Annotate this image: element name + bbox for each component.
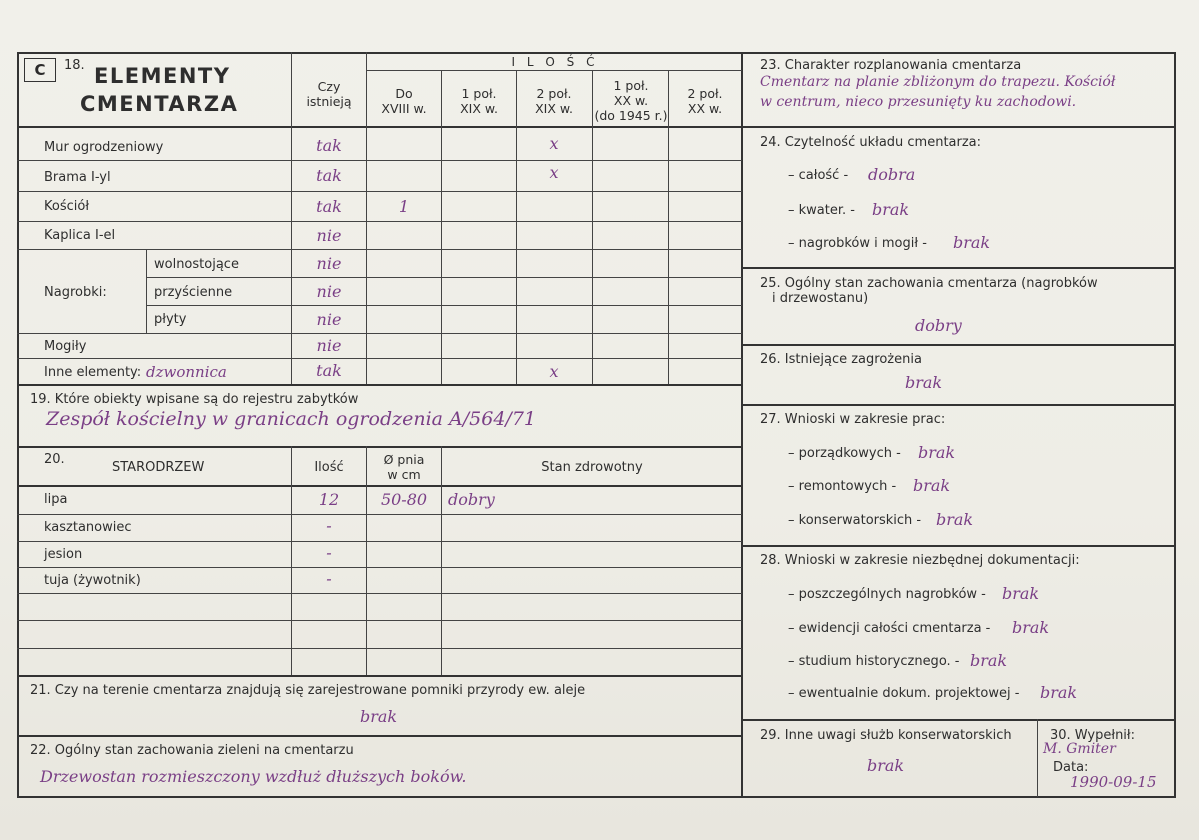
exists-value: tak bbox=[316, 197, 342, 216]
exists-value: tak bbox=[316, 361, 342, 380]
s27-item-value: brak bbox=[913, 476, 951, 495]
s21-label: 21. Czy na terenie cmentarza znajdują się zarejestrowane pomniki przyrody ew. aleje bbox=[30, 683, 586, 698]
col-czy-1: Czy bbox=[317, 79, 341, 94]
s20-row-line bbox=[17, 514, 742, 515]
exists-value: tak bbox=[316, 136, 342, 155]
s25-bottom bbox=[741, 344, 1175, 346]
frame-left bbox=[17, 52, 19, 798]
r-line bbox=[17, 333, 742, 334]
r-line bbox=[146, 305, 742, 306]
s25-label-1: 25. Ogólny stan zachowania cmentarza (nagrobków bbox=[760, 276, 1098, 291]
s28-item-value: brak bbox=[1002, 584, 1040, 603]
s28-item-label: – ewentualnie dokum. projektowej - bbox=[788, 686, 1020, 701]
s27-item-label: – porządkowych - bbox=[788, 446, 901, 461]
s22-value: Drzewostan rozmieszczony wzdłuż dłuższych boków. bbox=[40, 767, 467, 786]
period-2a: 1 poł. bbox=[461, 86, 497, 101]
s30-date: 1990-09-15 bbox=[1070, 773, 1157, 791]
row-label: Kościół bbox=[44, 199, 90, 214]
s26-bottom bbox=[741, 404, 1175, 406]
period-5b: XX w. bbox=[687, 101, 723, 116]
s20-col-pien-1: Ø pnia bbox=[383, 452, 425, 467]
tree-qty: 12 bbox=[318, 490, 340, 509]
s25-value: dobry bbox=[915, 316, 962, 335]
period-2b: XIX w. bbox=[460, 101, 498, 116]
s20-number: 20. bbox=[44, 452, 65, 467]
period-5a: 2 poł. bbox=[687, 86, 723, 101]
r-line bbox=[17, 249, 742, 250]
s26-value: brak bbox=[905, 373, 943, 392]
r-line bbox=[17, 221, 742, 222]
s20-col-ilosc: Ilość bbox=[314, 460, 344, 475]
qty-xix-2: x bbox=[549, 362, 559, 381]
s24-item-label: – całość - bbox=[788, 168, 849, 183]
s28-item-label: – poszczególnych nagrobków - bbox=[788, 587, 986, 602]
qty-xix-2: x bbox=[549, 134, 559, 153]
r-line bbox=[17, 191, 742, 192]
s18-v6 bbox=[668, 70, 669, 384]
s20-row-line bbox=[17, 567, 742, 568]
s29-s30-divider bbox=[1037, 719, 1038, 797]
s23-label: 23. Charakter rozplanowania cmentarza bbox=[760, 58, 1022, 73]
frame-bottom bbox=[17, 796, 1175, 798]
s28-bottom bbox=[741, 719, 1175, 721]
s24-item-label: – nagrobków i mogił - bbox=[788, 236, 927, 251]
tree-name: jesion bbox=[44, 547, 83, 562]
s20-row-line bbox=[17, 648, 742, 649]
title-line1: ELEMENTY bbox=[94, 64, 231, 88]
tree-qty: - bbox=[326, 569, 332, 588]
inne-value: dzwonnica bbox=[146, 363, 227, 381]
s28-label: 28. Wnioski w zakresie niezbędnej dokumentacji: bbox=[760, 553, 1080, 568]
tree-name: kasztanowiec bbox=[44, 520, 132, 535]
tree-diam: 50-80 bbox=[380, 490, 428, 509]
exists-value: tak bbox=[316, 166, 342, 185]
s27-bottom bbox=[741, 545, 1175, 547]
nagrobki-divider bbox=[146, 249, 147, 333]
s18-header-bottom bbox=[17, 126, 742, 128]
r-line bbox=[17, 160, 742, 161]
s23-value-2: w centrum, nieco przesunięty ku zachodowi. bbox=[760, 94, 1077, 110]
row-label: Mogiły bbox=[44, 339, 87, 354]
s24-item-value: brak bbox=[872, 200, 910, 219]
s21-bottom bbox=[17, 735, 742, 737]
exists-value: nie bbox=[316, 282, 342, 301]
row-label: przyścienne bbox=[154, 285, 233, 300]
ilosc-underline bbox=[366, 70, 742, 71]
r-line bbox=[146, 277, 742, 278]
s24-item-label: – kwater. - bbox=[788, 203, 855, 218]
row-label: Mur ogrodzeniowy bbox=[44, 140, 164, 155]
nagrobki-label: Nagrobki: bbox=[44, 285, 107, 300]
s20-row-line bbox=[17, 593, 742, 594]
s18-bottom bbox=[17, 384, 742, 386]
tree-name: lipa bbox=[44, 492, 68, 507]
s20-bottom bbox=[17, 675, 742, 677]
s22-label: 22. Ogólny stan zachowania zieleni na cmentarzu bbox=[30, 743, 354, 758]
s20-v2 bbox=[366, 446, 367, 675]
s30-label: 30. Wypełnił: bbox=[1050, 728, 1135, 743]
s20-v3 bbox=[441, 446, 442, 675]
row-label: Inne elementy: bbox=[44, 365, 142, 380]
period-4b: XX w. bbox=[613, 93, 649, 108]
s27-item-value: brak bbox=[936, 510, 974, 529]
s20-col-pien-2: w cm bbox=[387, 467, 421, 482]
s24-item-value: dobra bbox=[868, 165, 916, 184]
s27-label: 27. Wnioski w zakresie prac: bbox=[760, 412, 946, 427]
qty-xix-2: x bbox=[549, 163, 559, 182]
s30-date-label: Data: bbox=[1053, 760, 1089, 775]
exists-value: nie bbox=[316, 254, 342, 273]
column-divider bbox=[741, 52, 743, 798]
s19-value: Zespół kościelny w granicach ogrodzenia A/564/71 bbox=[46, 408, 537, 430]
s24-label: 24. Czytelność układu cmentarza: bbox=[760, 135, 982, 150]
s18-v2 bbox=[366, 52, 367, 384]
tree-qty: - bbox=[326, 516, 332, 535]
tree-state: dobry bbox=[448, 490, 495, 509]
s28-item-label: – studium historycznego. - bbox=[788, 654, 960, 669]
section-number: 18. bbox=[64, 58, 85, 73]
s27-item-label: – remontowych - bbox=[788, 479, 897, 494]
s23-value-1: Cmentarz na planie zbliżonym do trapezu. Kościół bbox=[760, 74, 1116, 90]
s28-item-value: brak bbox=[1012, 618, 1050, 637]
tree-name: tuja (żywotnik) bbox=[44, 573, 141, 588]
s20-title: STARODRZEW bbox=[112, 460, 205, 475]
period-4c: (do 1945 r.) bbox=[594, 108, 668, 123]
s29-value: brak bbox=[867, 756, 905, 775]
s27-item-value: brak bbox=[918, 443, 956, 462]
s18-v1 bbox=[291, 52, 292, 384]
s20-row-line bbox=[17, 541, 742, 542]
period-1a: Do bbox=[395, 86, 413, 101]
s30-author: M. Gmiter bbox=[1043, 741, 1116, 757]
period-3b: XIX w. bbox=[535, 101, 573, 116]
row-label: wolnostojące bbox=[154, 257, 239, 272]
s21-value: brak bbox=[360, 707, 398, 726]
s19-bottom bbox=[17, 446, 742, 448]
title-line2: CMENTARZA bbox=[80, 92, 239, 116]
period-3a: 2 poł. bbox=[536, 86, 572, 101]
row-label: Kaplica I-el bbox=[44, 228, 116, 243]
s28-item-value: brak bbox=[1040, 683, 1078, 702]
exists-value: nie bbox=[316, 310, 342, 329]
s28-item-label: – ewidencji całości cmentarza - bbox=[788, 621, 991, 636]
r-line bbox=[17, 358, 742, 359]
s23-bottom bbox=[741, 126, 1175, 128]
s29-label: 29. Inne uwagi służb konserwatorskich bbox=[760, 728, 1012, 743]
period-1b: XVIII w. bbox=[381, 101, 427, 116]
period-4a: 1 poł. bbox=[613, 78, 649, 93]
s24-bottom bbox=[741, 267, 1175, 269]
s18-v3 bbox=[441, 70, 442, 384]
col-ilosc: I L O Ś Ć bbox=[511, 55, 599, 69]
s18-v4 bbox=[516, 70, 517, 384]
exists-value: nie bbox=[316, 226, 342, 245]
frame-top bbox=[17, 52, 1175, 54]
qty-do-xviii: 1 bbox=[398, 197, 410, 216]
tree-qty: - bbox=[326, 543, 332, 562]
s18-v5 bbox=[592, 70, 593, 384]
s19-label: 19. Które obiekty wpisane są do rejestru zabytków bbox=[30, 392, 359, 407]
row-label: płyty bbox=[154, 312, 187, 327]
s20-row-line bbox=[17, 620, 742, 621]
row-label: Brama I-yl bbox=[44, 170, 111, 185]
s25-label-2: i drzewostanu) bbox=[772, 291, 869, 306]
exists-value: nie bbox=[316, 336, 342, 355]
s28-item-value: brak bbox=[970, 651, 1008, 670]
s24-item-value: brak bbox=[953, 233, 991, 252]
s20-col-stan: Stan zdrowotny bbox=[541, 460, 643, 475]
col-czy-2: istnieją bbox=[306, 94, 352, 109]
frame-right bbox=[1174, 52, 1176, 798]
section-letter: C bbox=[24, 58, 56, 82]
s26-label: 26. Istniejące zagrożenia bbox=[760, 352, 922, 367]
s20-header-bottom bbox=[17, 485, 742, 487]
s27-item-label: – konserwatorskich - bbox=[788, 513, 922, 528]
